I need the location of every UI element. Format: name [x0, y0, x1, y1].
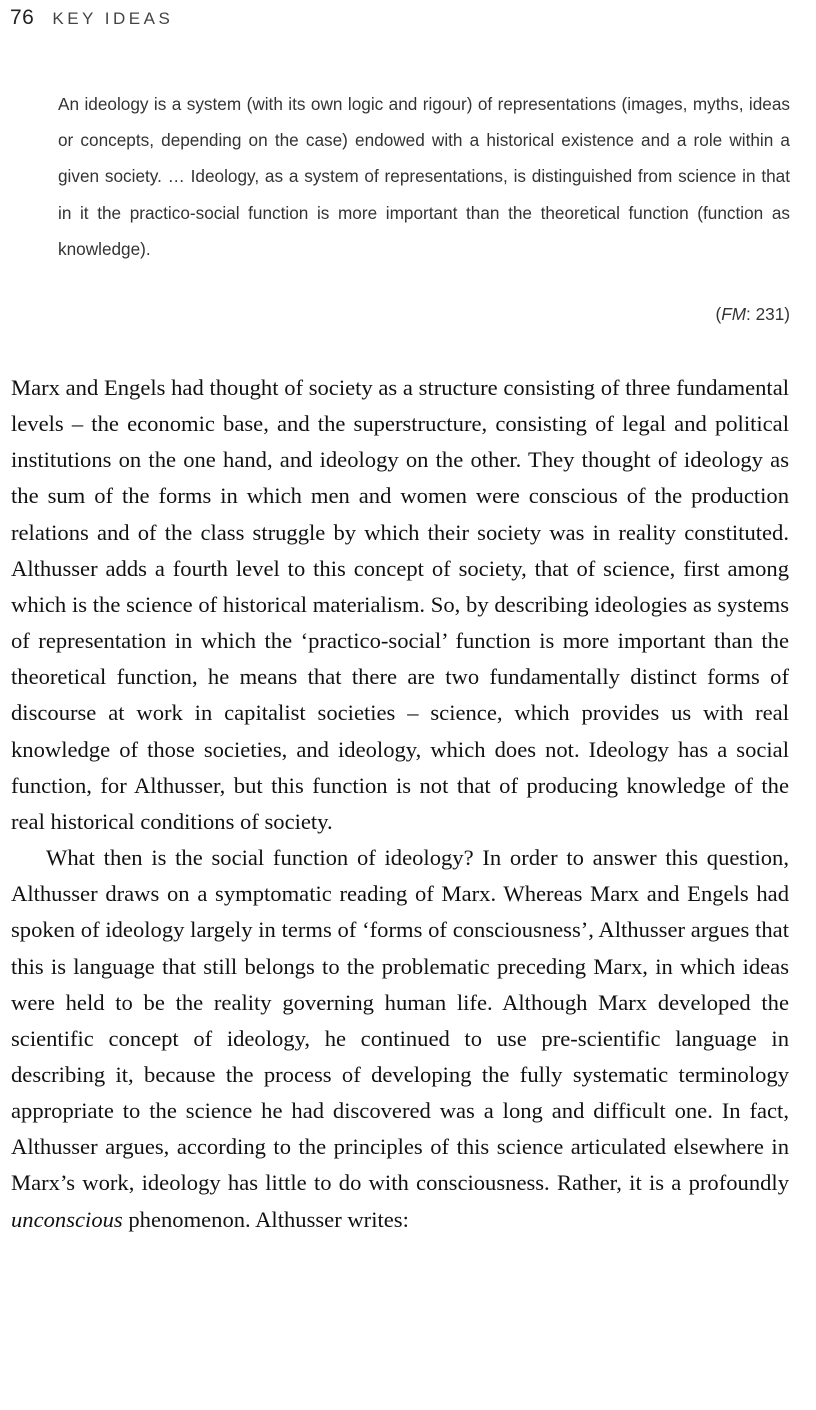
citation-source: FM [721, 304, 747, 324]
page-number: 76 [10, 6, 35, 29]
emphasis-unconscious: unconscious [11, 1206, 123, 1232]
paragraph-1: Marx and Engels had thought of society as a structure consisting of three fundamental levels – the economic base, and the superstructure, consisting of legal and political institutions on the one hand, and ideology on the other. They thought of ideology as the sum of the forms in which men and women were conscious of the production relations and of the class struggle by which their society was in reality constituted. Althusser adds a fourth level to this concept of society, that of science, first among which is the science of historical materialism. So, by describing ideologies as systems of representation in which the ‘practico-social’ function is more important than the theoretical function, he means that there are two fundamentally distinct forms of discourse at work in capitalist societies – science, which provides us with real knowledge of those societies, and ideology, which does not. Ideology has a social function, for Althusser, but this function is not that of producing knowledge of the real historical conditions of society. [11, 375, 789, 834]
paragraph-2 [11, 840, 789, 1238]
running-head [10, 6, 173, 30]
section-title: KEY IDEAS [52, 9, 174, 28]
body-text [11, 370, 789, 1238]
quote-text: An ideology is a system (with its own logic and rigour) of representations (images, myths, ideas or concepts, depending on the case) endowed with a historical existence and a role within a given society. … Ideology, as a system of representations, is distinguished from science in that in it the practico-social function is more important than the theoretical function (function as knowledge). [58, 94, 790, 259]
citation-open: ( [715, 304, 722, 324]
citation-page: : 231) [746, 304, 790, 324]
quote-citation [715, 296, 790, 332]
paragraph-2-end: phenomenon. Althusser writes: [122, 1206, 409, 1232]
paragraph-2-text: What then is the social function of ideology? In order to answer this question, Althusser draws on a symptomatic reading of Marx. Whereas Marx and Engels had spoken of ideology largely in terms of ‘forms of consciousness’, Althusser argues that this is language that still belongs to the problematic preceding Marx, in which ideas were held to be the reality governing human life. Although Marx developed the scientific concept of ideology, he continued to use pre-scientific language in describing it, because the process of developing the fully systematic terminology appropriate to the science he had discovered was a long and difficult one. In fact, Althusser argues, according to the principles of this science articulated elsewhere in Marx’s work, ideology has little to do with consciousness. Rather, it is a profoundly [11, 845, 789, 1196]
block-quote [58, 86, 790, 267]
